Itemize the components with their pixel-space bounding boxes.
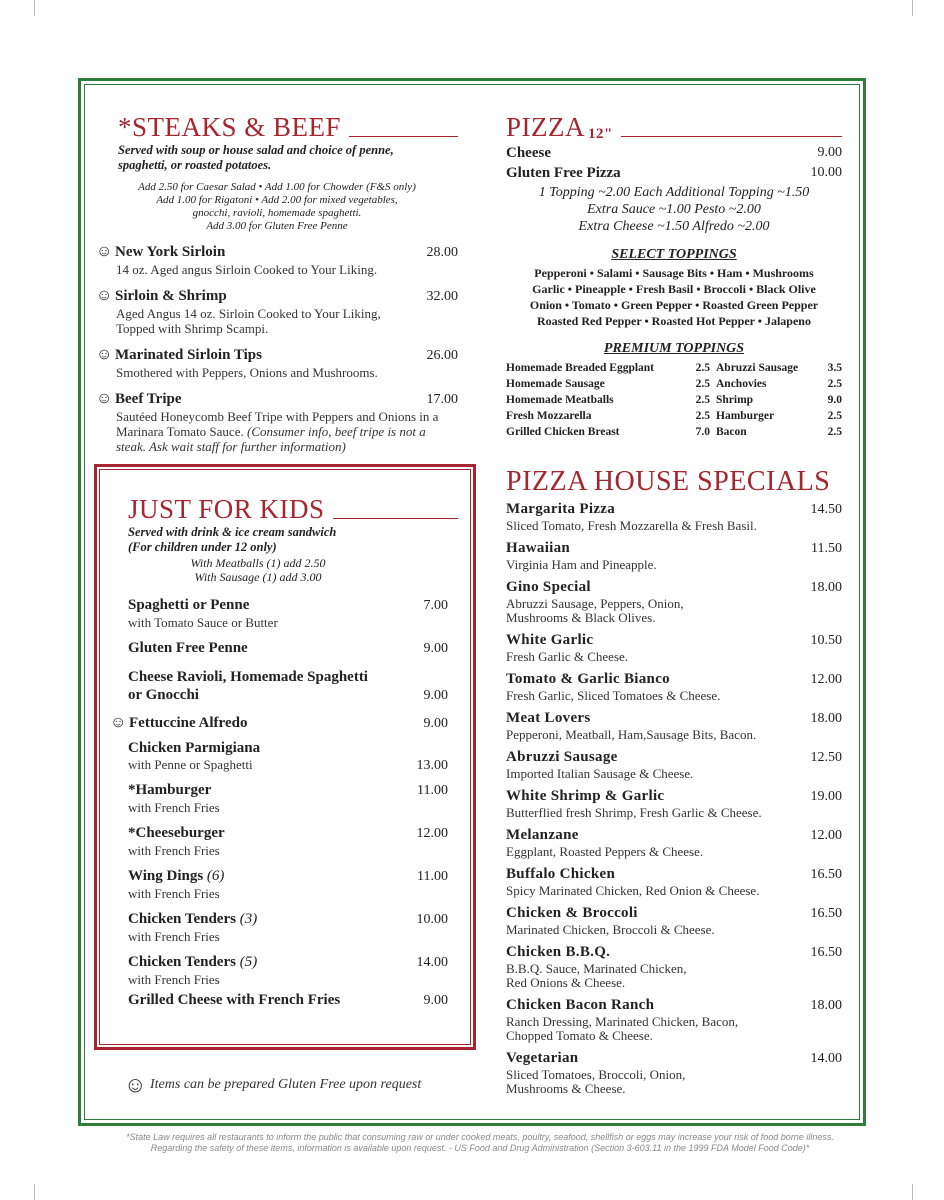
item-price: 16.50 bbox=[810, 867, 842, 882]
menu-item bbox=[128, 639, 448, 658]
item-description: Imported Italian Sausage & Cheese. bbox=[506, 766, 694, 781]
item-name: Gluten Free Pizza bbox=[506, 165, 621, 181]
menu-item bbox=[128, 781, 448, 815]
item-price: 14.00 bbox=[416, 955, 448, 970]
crop-mark bbox=[912, 0, 913, 16]
topping-name: Grilled Chicken Breast bbox=[506, 426, 620, 438]
menu-item bbox=[506, 996, 842, 1043]
topping-name: Homemade Breaded Eggplant bbox=[506, 362, 655, 374]
item-name: or Gnocchi bbox=[128, 687, 199, 703]
steaks-title-text: *STEAKS & BEEF bbox=[118, 112, 342, 142]
gluten-free-smiley-icon: ☺ bbox=[96, 243, 113, 260]
item-description: Abruzzi Sausage, Peppers, Onion, bbox=[506, 596, 684, 611]
item-price: 16.50 bbox=[810, 945, 842, 960]
menu-item bbox=[128, 596, 448, 630]
item-name: Chicken & Broccoli bbox=[506, 905, 638, 921]
menu-item bbox=[96, 390, 458, 454]
item-description: with Penne or Spaghetti bbox=[128, 757, 253, 772]
item-name: Gluten Free Penne bbox=[128, 640, 248, 656]
item-name: Vegetarian bbox=[506, 1050, 579, 1066]
item-price: 12.00 bbox=[416, 826, 448, 841]
item-price: 9.00 bbox=[423, 993, 448, 1008]
item-description: Chopped Tomato & Cheese. bbox=[506, 1028, 653, 1043]
topping-price: 2.5 bbox=[695, 378, 710, 390]
item-description: Smothered with Peppers, Onions and Mushrooms. bbox=[116, 365, 378, 380]
item-description: Butterflied fresh Shrimp, Fresh Garlic & Cheese. bbox=[506, 805, 762, 820]
menu-item bbox=[128, 953, 448, 987]
item-price: 18.00 bbox=[810, 998, 842, 1013]
kids-title-text: JUST FOR KIDS bbox=[128, 494, 325, 524]
topping-price: 9.0 bbox=[827, 394, 842, 406]
item-price: 13.00 bbox=[416, 758, 448, 773]
item-price: 7.00 bbox=[423, 598, 448, 613]
item-description: with French Fries bbox=[128, 929, 220, 944]
menu-item bbox=[506, 578, 842, 625]
menu-item bbox=[128, 867, 448, 901]
menu-item bbox=[506, 904, 842, 937]
item-price: 28.00 bbox=[426, 245, 458, 260]
pizza-extra-line: 1 Topping ~2.00 Each Additional Topping ~1.50 bbox=[538, 185, 810, 200]
menu-item bbox=[506, 943, 842, 990]
topping-name: Abruzzi Sausage bbox=[716, 362, 799, 374]
item-description: Eggplant, Roasted Peppers & Cheese. bbox=[506, 844, 704, 859]
item-description: Mushrooms & Black Olives. bbox=[506, 610, 656, 625]
topping-name: Shrimp bbox=[716, 394, 754, 406]
steaks-note: Add 1.00 for Rigatoni • Add 2.00 for mixed vegetables, bbox=[156, 194, 398, 206]
item-price: 10.00 bbox=[810, 165, 842, 180]
premium-toppings-heading: PREMIUM TOPPINGS bbox=[603, 341, 745, 356]
item-name: Wing Dings bbox=[128, 868, 204, 884]
item-name: White Shrimp & Garlic bbox=[506, 788, 665, 804]
menu-item bbox=[96, 287, 458, 336]
item-price: 16.50 bbox=[810, 906, 842, 921]
topping-name: Anchovies bbox=[716, 378, 767, 390]
item-name: Spaghetti or Penne bbox=[128, 597, 250, 613]
item-price: 14.00 bbox=[810, 1051, 842, 1066]
item-name: Margarita Pizza bbox=[506, 501, 616, 517]
item-description: Ranch Dressing, Marinated Chicken, Bacon, bbox=[506, 1014, 739, 1029]
item-description: Virginia Ham and Pineapple. bbox=[506, 557, 657, 572]
gluten-free-note-text: Items can be prepared Gluten Free upon request bbox=[150, 1077, 422, 1093]
steaks-note: Add 2.50 for Caesar Salad • Add 1.00 for Chowder (F&S only) bbox=[138, 181, 416, 193]
menu-item bbox=[506, 1049, 842, 1096]
item-price: 18.00 bbox=[810, 711, 842, 726]
kids-section bbox=[110, 494, 458, 1010]
item-price: 12.50 bbox=[810, 750, 842, 765]
item-name: Fettuccine Alfredo bbox=[129, 715, 248, 731]
steaks-section bbox=[96, 112, 458, 454]
menu-item bbox=[506, 748, 842, 781]
item-name: *Hamburger bbox=[128, 782, 212, 798]
topping-price: 2.5 bbox=[695, 410, 710, 422]
item-quantity: (6) bbox=[206, 868, 225, 884]
steaks-subtitle: Served with soup or house salad and choice of penne, spaghetti, or roasted potatoes. bbox=[118, 143, 394, 172]
pizza-title-text: PIZZA bbox=[506, 112, 585, 142]
item-name: Tomato & Garlic Bianco bbox=[506, 671, 670, 687]
premium-toppings-table bbox=[506, 360, 842, 440]
item-name: Gino Special bbox=[506, 579, 591, 595]
topping-price: 7.0 bbox=[695, 426, 710, 438]
topping-line: Pepperoni • Salami • Sausage Bits • Ham • Mushrooms bbox=[534, 266, 814, 280]
item-description: Red Onions & Cheese. bbox=[506, 975, 626, 990]
steaks-addon-notes bbox=[96, 181, 458, 233]
select-toppings-heading: SELECT TOPPINGS bbox=[611, 247, 737, 262]
item-name: *Cheeseburger bbox=[128, 825, 225, 841]
gluten-free-smiley-icon: ☺ bbox=[96, 346, 113, 363]
gluten-free-smiley-icon: ☺ bbox=[124, 1072, 147, 1097]
item-name: Abruzzi Sausage bbox=[506, 749, 618, 765]
topping-name: Fresh Mozzarella bbox=[506, 410, 592, 422]
item-name: Grilled Cheese with French Fries bbox=[128, 992, 341, 1008]
item-name: Chicken Parmigiana bbox=[128, 740, 261, 756]
gluten-free-smiley-icon: ☺ bbox=[96, 287, 113, 304]
topping-name: Hamburger bbox=[716, 410, 775, 422]
kids-subtitle bbox=[128, 525, 458, 555]
topping-name: Homemade Meatballs bbox=[506, 394, 614, 406]
item-name: Marinated Sirloin Tips bbox=[115, 347, 262, 363]
select-toppings-list bbox=[506, 265, 842, 329]
item-price: 17.00 bbox=[426, 392, 458, 407]
item-description: Spicy Marinated Chicken, Red Onion & Cheese. bbox=[506, 883, 760, 898]
item-price: 11.00 bbox=[417, 783, 448, 798]
menu-item bbox=[128, 824, 448, 858]
item-name: Hawaiian bbox=[506, 540, 571, 556]
item-description: Sliced Tomato, Fresh Mozzarella & Fresh Basil. bbox=[506, 518, 757, 533]
item-description: with French Fries bbox=[128, 800, 220, 815]
item-price: 11.00 bbox=[417, 869, 448, 884]
pizza-extras bbox=[506, 184, 842, 235]
menu-item bbox=[506, 631, 842, 664]
item-description: 14 oz. Aged angus Sirloin Cooked to Your Liking. bbox=[116, 262, 378, 277]
topping-price: 2.5 bbox=[827, 410, 842, 422]
topping-line: Onion • Tomato • Green Pepper • Roasted Green Pepper bbox=[529, 298, 819, 312]
item-name: Chicken Tenders bbox=[128, 954, 236, 970]
item-quantity: (5) bbox=[239, 954, 258, 970]
menu-item bbox=[96, 243, 458, 277]
item-description: with Tomato Sauce or Butter bbox=[128, 615, 278, 630]
pizza-extra-line: Extra Cheese ~1.50 Alfredo ~2.00 bbox=[578, 219, 770, 234]
kids-subtitle-line: (For children under 12 only) bbox=[128, 540, 277, 554]
kids-subtitle-line: Served with drink & ice cream sandwich bbox=[128, 525, 337, 539]
menu-item bbox=[506, 670, 842, 703]
item-name: Cheese bbox=[506, 145, 551, 161]
menu-item bbox=[506, 163, 842, 183]
item-name: Beef Tripe bbox=[115, 391, 182, 407]
item-name: Sirloin & Shrimp bbox=[115, 288, 227, 304]
item-price: 10.50 bbox=[810, 633, 842, 648]
topping-price: 2.5 bbox=[827, 378, 842, 390]
gluten-free-smiley-icon: ☺ bbox=[96, 390, 113, 407]
item-price: 14.50 bbox=[810, 502, 842, 517]
item-description: with French Fries bbox=[128, 886, 220, 901]
menu-item bbox=[506, 787, 842, 820]
crop-mark bbox=[34, 0, 35, 16]
pizza-extra-line: Extra Sauce ~1.00 Pesto ~2.00 bbox=[587, 202, 761, 217]
item-price: 12.00 bbox=[810, 828, 842, 843]
menu-item bbox=[128, 668, 448, 705]
item-name: Chicken Bacon Ranch bbox=[506, 997, 655, 1013]
kids-title bbox=[128, 494, 458, 525]
topping-line: Garlic • Pineapple • Fresh Basil • Broccoli • Black Olive bbox=[532, 282, 816, 296]
topping-line: Roasted Red Pepper • Roasted Hot Pepper • Jalapeno bbox=[537, 314, 811, 328]
item-name: New York Sirloin bbox=[115, 244, 226, 260]
item-description: Fresh Garlic & Cheese. bbox=[506, 649, 629, 664]
item-price: 12.00 bbox=[810, 672, 842, 687]
topping-name: Bacon bbox=[716, 426, 747, 438]
item-description: Fresh Garlic, Sliced Tomatoes & Cheese. bbox=[506, 688, 721, 703]
topping-price: 3.5 bbox=[827, 362, 842, 374]
pizza-section bbox=[506, 112, 842, 440]
steaks-title bbox=[118, 112, 458, 143]
item-price: 18.00 bbox=[810, 580, 842, 595]
item-price: 19.00 bbox=[810, 789, 842, 804]
item-description: with French Fries bbox=[128, 843, 220, 858]
item-description: B.B.Q. Sauce, Marinated Chicken, bbox=[506, 961, 687, 976]
pizza-title bbox=[506, 112, 842, 143]
menu-item bbox=[128, 739, 448, 775]
item-price: 9.00 bbox=[423, 641, 448, 656]
specials-title-text: PIZZA HOUSE SPECIALS bbox=[506, 466, 831, 497]
topping-name: Homemade Sausage bbox=[506, 378, 605, 390]
disclaimer-line: *State Law requires all restaurants to inform the public that consuming raw or under cooked meats, poultry, seafood, shellfish or eggs may increase your risk of food borne illness. bbox=[126, 1132, 834, 1142]
item-name: Cheese Ravioli, Homemade Spaghetti bbox=[128, 669, 368, 685]
menu-item bbox=[128, 910, 448, 944]
menu-item bbox=[110, 714, 448, 733]
item-price: 11.50 bbox=[811, 541, 842, 556]
item-description: Mushrooms & Cheese. bbox=[506, 1081, 626, 1096]
item-description-text: Sautéed Honeycomb Beef Tripe with Peppers and Onions in a Marinara Tomato Sauce. bbox=[116, 409, 439, 439]
item-price: 9.00 bbox=[817, 145, 842, 160]
gluten-free-note bbox=[124, 1072, 421, 1098]
topping-price: 2.5 bbox=[695, 362, 710, 374]
kids-note: With Sausage (1) add 3.00 bbox=[194, 570, 322, 584]
food-safety-disclaimer bbox=[100, 1132, 860, 1154]
item-price: 10.00 bbox=[416, 912, 448, 927]
menu-item bbox=[506, 143, 842, 163]
menu-item bbox=[128, 991, 448, 1010]
menu-item bbox=[506, 709, 842, 742]
menu-item bbox=[506, 826, 842, 859]
disclaimer-line: Regarding the safety of these items, information is available upon request. - US Food and Drug Administration (Section 3-603.11 in the 1999 FDA Model Food Code)* bbox=[150, 1143, 810, 1153]
item-price: 32.00 bbox=[426, 289, 458, 304]
consumer-info-note: (Consumer info, beef tripe is not a steak. Ask wait staff for further information) bbox=[116, 424, 426, 454]
item-description: Aged Angus 14 oz. Sirloin Cooked to Your Liking, Topped with Shrimp Scampi. bbox=[116, 306, 381, 336]
topping-price: 2.5 bbox=[695, 394, 710, 406]
steaks-note: gnocchi, ravioli, homemade spaghetti. bbox=[192, 207, 362, 219]
crop-mark bbox=[912, 1184, 913, 1200]
item-name: Chicken B.B.Q. bbox=[506, 944, 611, 960]
item-description: with French Fries bbox=[128, 972, 220, 987]
topping-price: 2.5 bbox=[827, 426, 842, 438]
kids-note: With Meatballs (1) add 2.50 bbox=[190, 556, 326, 570]
item-name: Buffalo Chicken bbox=[506, 866, 616, 882]
item-description: Sliced Tomatoes, Broccoli, Onion, bbox=[506, 1067, 686, 1082]
gluten-free-smiley-icon: ☺ bbox=[110, 714, 127, 731]
menu-item bbox=[96, 346, 458, 380]
menu-item bbox=[506, 539, 842, 572]
item-description: Marinated Chicken, Broccoli & Cheese. bbox=[506, 922, 715, 937]
specials-title bbox=[506, 466, 842, 498]
item-price: 9.00 bbox=[423, 688, 448, 703]
item-description: Pepperoni, Meatball, Ham,Sausage Bits, Bacon. bbox=[506, 727, 757, 742]
item-price: 9.00 bbox=[423, 716, 448, 731]
item-name: Melanzane bbox=[506, 827, 579, 843]
item-price: 26.00 bbox=[426, 348, 458, 363]
menu-item bbox=[506, 500, 842, 533]
menu-item bbox=[506, 865, 842, 898]
kids-addon-notes bbox=[128, 556, 388, 584]
pizza-size: 12" bbox=[588, 126, 613, 142]
item-quantity: (3) bbox=[239, 911, 258, 927]
steaks-note: Add 3.00 for Gluten Free Penne bbox=[206, 220, 348, 232]
item-name: White Garlic bbox=[506, 632, 594, 648]
crop-mark bbox=[34, 1184, 35, 1200]
specials-section bbox=[506, 466, 842, 1096]
item-name: Chicken Tenders bbox=[128, 911, 236, 927]
item-name: Meat Lovers bbox=[506, 710, 591, 726]
item-description bbox=[116, 409, 456, 454]
